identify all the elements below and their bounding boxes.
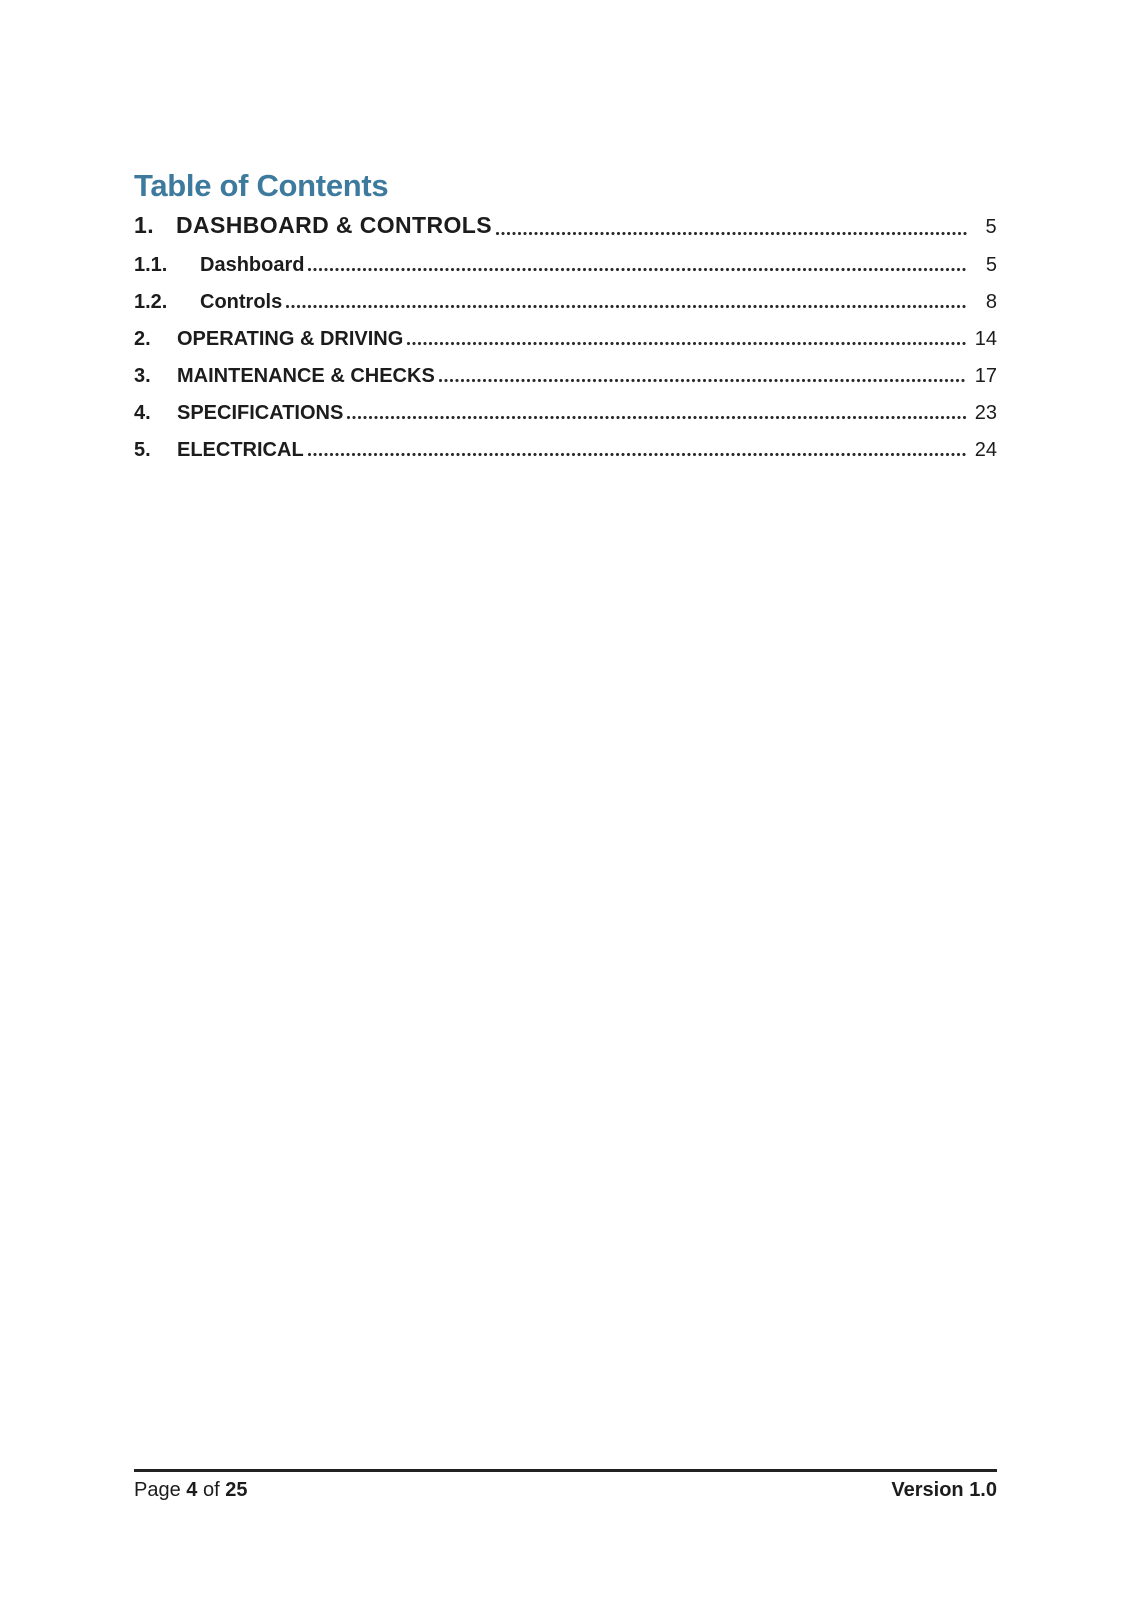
toc-leader-dots [307, 266, 967, 273]
toc-entry-page: 5 [985, 216, 997, 238]
toc-entry-label: MAINTENANCE & CHECKS [177, 365, 435, 387]
toc-entry-page: 23 [974, 402, 997, 424]
toc-entry-page: 24 [974, 439, 997, 461]
toc-entry-row[interactable] [134, 328, 997, 351]
toc-entry-number: 1.2. [134, 291, 168, 313]
toc-leader-dots [346, 414, 967, 421]
toc-entry-number: 4. [134, 402, 151, 424]
toc-leader-dots [285, 303, 967, 310]
toc-entry-row[interactable] [134, 439, 997, 462]
toc-entry-label: Dashboard [200, 254, 305, 276]
toc-entry-page: 5 [985, 254, 997, 276]
toc-entry-row[interactable] [134, 365, 997, 388]
footer-of-word: of [202, 1479, 220, 1501]
toc-entry-label: Controls [200, 291, 283, 313]
toc-entry-row[interactable] [134, 212, 997, 241]
toc-leader-dots [438, 377, 967, 384]
toc-entry-label: OPERATING & DRIVING [177, 328, 404, 350]
toc-entry-number: 2. [134, 328, 151, 350]
page-title: Table of Contents [134, 168, 389, 203]
toc-entry-number: 3. [134, 365, 151, 387]
toc-leader-dots [307, 451, 967, 458]
toc-entry-number: 5. [134, 439, 151, 461]
toc-entry-row[interactable] [134, 402, 997, 425]
footer-page-current: 4 [186, 1479, 198, 1501]
toc-leader-dots [406, 340, 967, 347]
toc-entry-page: 14 [974, 328, 997, 350]
toc-entry-row[interactable] [134, 291, 997, 314]
toc-entry-label: SPECIFICATIONS [177, 402, 344, 424]
toc-entry-page: 17 [974, 365, 997, 387]
toc-entry-number: 1. [134, 212, 154, 238]
footer-page-info [134, 1479, 247, 1502]
toc-entry-label: ELECTRICAL [177, 439, 304, 461]
toc-entry-label: DASHBOARD & CONTROLS [176, 212, 492, 238]
footer-version: Version 1.0 [891, 1479, 997, 1501]
toc-entry-page: 8 [985, 291, 997, 313]
footer-page-total: 25 [225, 1479, 248, 1501]
toc-entry-row[interactable] [134, 254, 997, 277]
toc-entry-number: 1.1. [134, 254, 168, 276]
page-footer [134, 1469, 997, 1502]
toc-leader-dots [495, 230, 967, 237]
toc-section [134, 168, 997, 476]
footer-page-word: Page [134, 1479, 181, 1501]
